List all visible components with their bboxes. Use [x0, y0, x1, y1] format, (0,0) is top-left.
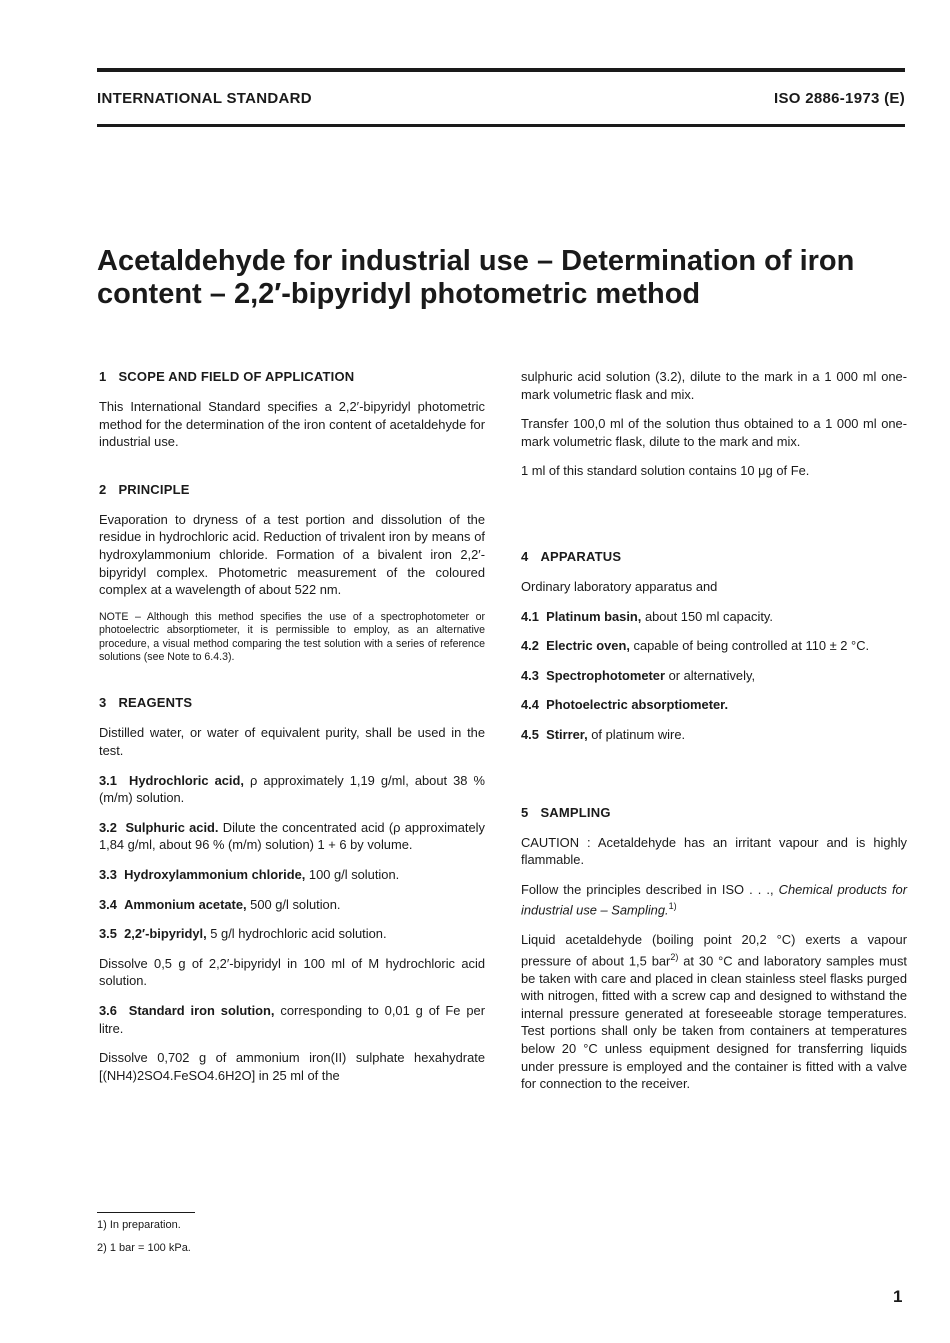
right-column: [521, 368, 907, 1105]
reagent-3-5-detail: Dissolve 0,5 g of 2,2′-bipyridyl in 100 ml of M hydrochloric acid solution.: [99, 955, 485, 989]
clause-text: ρ approximately 1,19 g/ml, about 38 % (m/m) solution.: [99, 772, 485, 806]
section-title: REAGENTS: [118, 695, 193, 711]
sampling-caution: CAUTION : Acetaldehyde has an irritant vapour and is highly flammable.: [521, 834, 907, 868]
section-number: 4: [521, 548, 529, 564]
clause-text: 100 g/l solution.: [305, 866, 400, 882]
reagent-3-2: [99, 819, 485, 854]
clause-text: corresponding to 0,01 g of Fe per litre.: [99, 1002, 485, 1036]
sampling-liquid: [521, 931, 907, 1093]
section-number: 5: [521, 804, 529, 820]
principle-text: Evaporation to dryness of a test portion and dissolution of the residue in hydrochloric acid. Reduction of trivalent iron by means of hydroxylammonium chloride. Formation of a bivalent iron 2,2′-bipyridyl complex. Photometric measurement of the coloured complex at a wavelength of about 522 nm.: [99, 511, 485, 598]
clause-name: Standard iron solution,: [128, 1002, 275, 1018]
clause-name: Sulphuric acid.: [125, 819, 219, 835]
section-number: 1: [99, 369, 107, 384]
clause-number: 3.6: [99, 1002, 117, 1018]
clause-name: Hydroxylammonium chloride,: [124, 866, 306, 882]
reagent-3-6-detail: Dissolve 0,702 g of ammonium iron(II) sulphate hexahydrate [(NH4)2SO4.FeSO4.6H2O] in 25 ml of the: [99, 1050, 485, 1083]
liquid-text-b: at 30 °C and laboratory samples must be taken with care and placed in clean stainless steel flasks purged with nitrogen, fitted with a screw cap and designed to withstand the internal pressure generated at foreseeable storage temperatures. Test portions shall only be taken from containers at temperatures below 20 °C unless equipment designed for transferring liquids under pressure is employed and the container is fitted with a valve for connection to the receiver.: [521, 953, 907, 1092]
apparatus-4-1: [521, 608, 907, 626]
clause-name: Ammonium acetate,: [124, 896, 247, 912]
referenced-title: Chemical products for industrial use – Sampling.: [521, 881, 907, 918]
clause-number: 4.5: [521, 726, 539, 742]
clause-number: 4.1: [521, 608, 539, 624]
apparatus-intro: Ordinary laboratory apparatus and: [521, 578, 718, 594]
clause-number: 4.2: [521, 638, 539, 654]
reagent-3-4: [99, 896, 485, 914]
apparatus-4-3: [521, 667, 907, 685]
title-line-2: content – 2,2′-bipyridyl photometric method: [97, 278, 701, 310]
scope-text: This International Standard specifies a 2,2′-bipyridyl photometric method for the determination of the iron content of acetaldehyde for industrial use.: [99, 399, 485, 450]
clause-number: 3.1: [99, 772, 117, 788]
footnote-1: 1) In preparation.: [97, 1219, 181, 1231]
section-5-heading: [521, 804, 907, 822]
clause-number: 4.3: [521, 667, 539, 683]
clause-text: 5 g/l hydrochloric acid solution.: [206, 926, 387, 942]
footnote-rule: [97, 1212, 195, 1213]
clause-text: or alternatively,: [665, 667, 756, 683]
clause-text: of platinum wire.: [587, 726, 686, 742]
section-title: SAMPLING: [540, 804, 611, 820]
reagents-intro: Distilled water, or water of equivalent purity, shall be used in the test.: [99, 725, 485, 758]
clause-name: Spectrophotometer: [546, 667, 665, 683]
reagent-3-1: [99, 772, 485, 807]
header-standard-label: INTERNATIONAL STANDARD: [97, 90, 312, 107]
section-number: 2: [99, 481, 107, 497]
header-document-number: ISO 2886-1973 (E): [773, 90, 905, 107]
clause-name: Electric oven,: [546, 638, 630, 654]
apparatus-4-4: [521, 696, 907, 714]
sampling-follow: [521, 881, 907, 919]
clause-number: 4.4: [521, 697, 539, 713]
clause-name: Photoelectric absorptiometer.: [546, 697, 729, 713]
footnote-ref-2: 2): [670, 951, 679, 962]
clause-number: 3.4: [99, 896, 117, 912]
follow-text: Follow the principles described in ISO . . .,: [521, 881, 779, 897]
clause-name: Platinum basin,: [546, 608, 642, 624]
left-column: [99, 368, 485, 1096]
reagent-3-5: [99, 925, 485, 943]
clause-number: 3.2: [99, 819, 117, 835]
apparatus-4-5: [521, 726, 907, 744]
section-number: 3: [99, 695, 107, 711]
footnote-ref-1: 1): [668, 901, 677, 912]
document-title: [97, 245, 897, 311]
top-rule: [97, 68, 905, 72]
title-line-1: Acetaldehyde for industrial use – Determination of iron: [97, 245, 855, 277]
section-1-heading: [99, 368, 485, 386]
section-title: PRINCIPLE: [118, 481, 190, 497]
standard-solution-cont-2: Transfer 100,0 ml of the solution thus obtained to a 1 000 ml one-mark volumetric flask, dilute to the mark and mix.: [521, 416, 907, 449]
clause-text: about 150 ml capacity.: [641, 608, 773, 624]
clause-name: 2,2′-bipyridyl,: [124, 926, 207, 942]
section-title: APPARATUS: [540, 548, 622, 564]
clause-text: Dilute the concentrated acid (ρ approximately 1,84 g/ml, about 96 % (m/m) solution) 1 + 6 by volume.: [99, 819, 485, 853]
section-2-heading: [99, 481, 485, 499]
clause-text: 500 g/l solution.: [246, 896, 341, 912]
standard-solution-cont-3: 1 ml of this standard solution contains 10 μg of Fe.: [521, 463, 810, 479]
footnote-2: 2) 1 bar = 100 kPa.: [97, 1242, 191, 1254]
page-number: 1: [893, 1287, 903, 1306]
reagent-3-6: [99, 1002, 485, 1037]
principle-note: NOTE – Although this method specifies the use of a spectrophotometer or photoelectric absorptiometer, it is permissible to employ, as an alternative procedure, a visual method comparing the test solution with a series of reference solutions (see Note to 6.4.3).: [99, 610, 485, 663]
section-title: SCOPE AND FIELD OF APPLICATION: [118, 369, 355, 384]
header-bottom-rule: [97, 124, 905, 127]
clause-name: Stirrer,: [546, 726, 588, 742]
clause-number: 3.5: [99, 926, 117, 942]
liquid-text-a: Liquid acetaldehyde (boiling point 20,2 °C) exerts a vapour pressure of about 1,5 bar: [521, 932, 907, 969]
standard-solution-cont-1: sulphuric acid solution (3.2), dilute to the mark in a 1 000 ml one-mark volumetric flask and mix.: [521, 369, 907, 402]
clause-number: 3.3: [99, 866, 117, 882]
clause-name: Hydrochloric acid,: [129, 772, 244, 788]
reagent-3-3: [99, 866, 485, 884]
section-3-heading: [99, 694, 485, 712]
apparatus-4-2: [521, 637, 907, 655]
clause-text: capable of being controlled at 110 ± 2 °C.: [629, 638, 870, 654]
section-4-heading: [521, 548, 907, 566]
